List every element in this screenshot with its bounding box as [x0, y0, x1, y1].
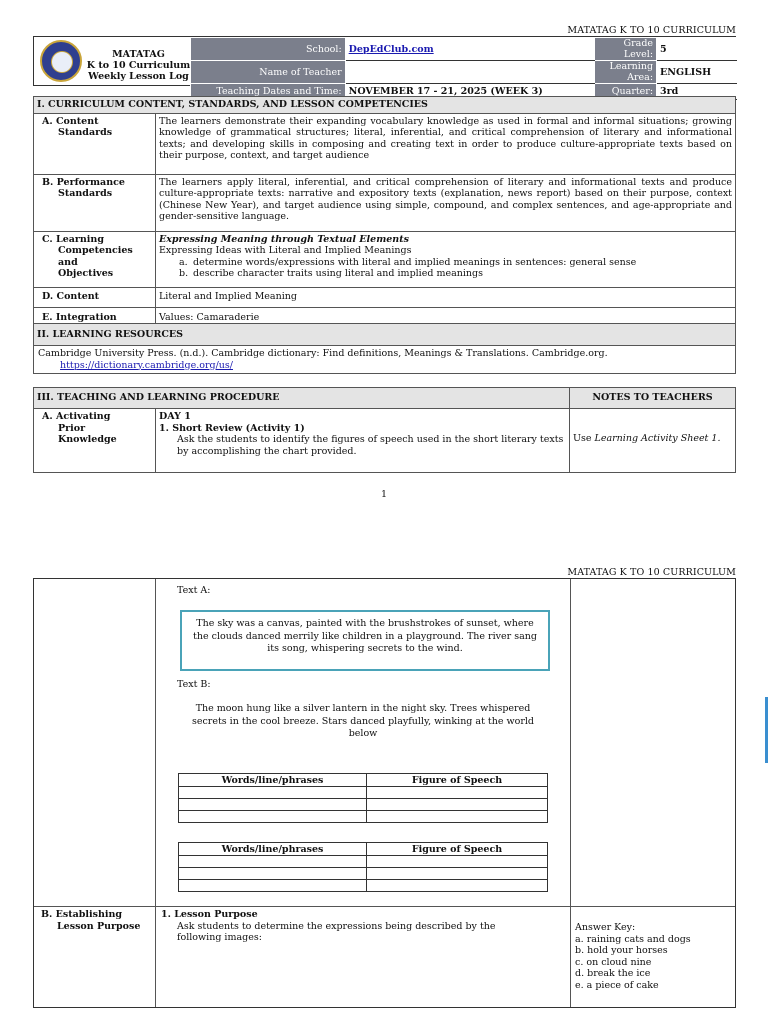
text-b-label: Text B:	[177, 679, 211, 690]
quarter-label: Quarter:	[595, 84, 657, 100]
area-value: ENGLISH	[657, 61, 737, 84]
section-2-title: II. LEARNING RESOURCES	[34, 324, 736, 346]
header-title: MATATAG K to 10 Curriculum Weekly Lesson Log	[86, 49, 191, 82]
activating-label: A. Activating Prior Knowledge	[34, 409, 156, 473]
column-header: Figure of Speech	[367, 774, 548, 787]
lesson-log-header	[33, 36, 736, 97]
content-text: Literal and Implied Meaning	[156, 287, 736, 307]
text-a-box: The sky was a canvas, painted with the brushstrokes of sunset, where the clouds danced merrily like children in a playground. The river sang its song, whispering secrets to the wind.	[180, 610, 550, 671]
grade-label: Grade Level:	[595, 38, 657, 61]
performance-standards-label: B. Performance Standards	[34, 174, 156, 231]
lesson-purpose: 1. Lesson Purpose Ask students to determine the expressions being described by the following images:	[161, 909, 496, 943]
table-row	[179, 787, 548, 799]
dates-label: Teaching Dates and Time:	[191, 84, 346, 100]
teacher-value	[345, 61, 594, 84]
figure-of-speech-table-a	[178, 773, 548, 823]
quarter-value: 3rd	[657, 84, 737, 100]
teacher-label: Name of Teacher	[191, 61, 346, 84]
dates-value: NOVEMBER 17 - 21, 2025 (WEEK 3)	[345, 84, 594, 100]
table-row	[179, 868, 548, 880]
performance-standards-text: The learners apply literal, inferential, and critical comprehension of literary and informational texts and produce culture-appropriate texts: narrative and expository texts (explanation, news report) based on their purpose, context (Chinese New Year), and target audience using simple, compound, and complex sentences, and age-appropriate and gender-sensitive language.	[156, 174, 736, 231]
table-row	[179, 799, 548, 811]
page-number: 1	[380, 489, 388, 500]
section-curriculum-table	[33, 96, 736, 329]
school-label: School:	[191, 38, 346, 61]
list-item: a. determine words/expressions with literal and implied meanings in sentences: general sense	[179, 256, 637, 268]
list-item: e. a piece of cake	[575, 979, 659, 991]
curriculum-label: MATATAG K TO 10 CURRICULUM	[567, 25, 736, 36]
table-row	[179, 811, 548, 823]
figure-of-speech-table-b	[178, 842, 548, 892]
cambridge-link[interactable]: https://dictionary.cambridge.org/us/	[60, 359, 233, 371]
answer-key: Answer Key: a. raining cats and dogs b. hold your horses c. on cloud nine d. break the ice e. a piece of cake	[575, 922, 691, 991]
section-resources-table	[33, 323, 736, 374]
column-header: Words/line/phrases	[179, 843, 367, 856]
competencies-label: C. Learning Competencies and Objectives	[34, 231, 156, 287]
school-link[interactable]: DepEdClub.com	[348, 43, 434, 55]
deped-seal-icon	[40, 40, 82, 82]
objectives-list	[159, 257, 732, 280]
list-item: a. raining cats and dogs	[575, 933, 691, 945]
column-header: Figure of Speech	[367, 843, 548, 856]
competency-subtitle: Expressing Ideas with Literal and Implied Meanings	[159, 245, 412, 256]
competencies-text	[156, 231, 736, 287]
establishing-purpose-label: B. Establishing Lesson Purpose	[41, 909, 141, 932]
section-3-title: III. TEACHING AND LEARNING PROCEDURE	[34, 388, 570, 409]
content-standards-text: The learners demonstrate their expanding vocabulary knowledge as used in formal and informal situations; growing knowledge of grammatical structures; literal, inferential, and critical comprehension of literary and informational texts; and developing skills in composing and creating text in order to produce culture-appropriate texts based on their purpose, context, and target audience	[156, 113, 736, 174]
section-procedure-table	[33, 387, 736, 473]
table-row	[179, 856, 548, 868]
grade-value: 5	[657, 38, 737, 61]
integration-text: Values: Camaraderie	[156, 307, 736, 328]
table-row	[179, 880, 548, 892]
activating-note: Use Learning Activity Sheet 1.	[570, 409, 736, 473]
integration-label: E. Integration	[34, 307, 156, 328]
resources-text: Cambridge University Press. (n.d.). Cambridge dictionary: Find definitions, Meanings & Translations. Cambridge.org. https://dictionary.cambridge.org/us/	[34, 346, 736, 374]
content-standards-label: A. Content Standards	[34, 113, 156, 174]
list-item: d. break the ice	[575, 968, 651, 979]
content-label: D. Content	[34, 287, 156, 307]
header-grid	[190, 37, 737, 100]
notes-title: NOTES TO TEACHERS	[570, 388, 736, 409]
curriculum-label-page2: MATATAG K TO 10 CURRICULUM	[567, 567, 736, 578]
activating-text: DAY 1 1. Short Review (Activity 1) Ask the students to identify the figures of speech used in the short literary texts by accomplishing the chart provided.	[156, 409, 570, 473]
area-label: Learning Area:	[595, 61, 657, 84]
column-header: Words/line/phrases	[179, 774, 367, 787]
list-item: b. hold your horses	[575, 945, 668, 956]
competency-title: Expressing Meaning through Textual Elements	[159, 233, 409, 245]
list-item: b. describe character traits using literal and implied meanings	[179, 268, 483, 279]
list-item: c. on cloud nine	[575, 956, 652, 968]
text-a-label: Text A:	[177, 585, 211, 596]
text-b: The moon hung like a silver lantern in the night sky. Trees whispered secrets in the cool breeze. Stars danced playfully, winking at the world below	[191, 703, 535, 739]
section-1-title: I. CURRICULUM CONTENT, STANDARDS, AND LESSON COMPETENCIES	[34, 97, 736, 114]
school-value	[345, 38, 594, 61]
